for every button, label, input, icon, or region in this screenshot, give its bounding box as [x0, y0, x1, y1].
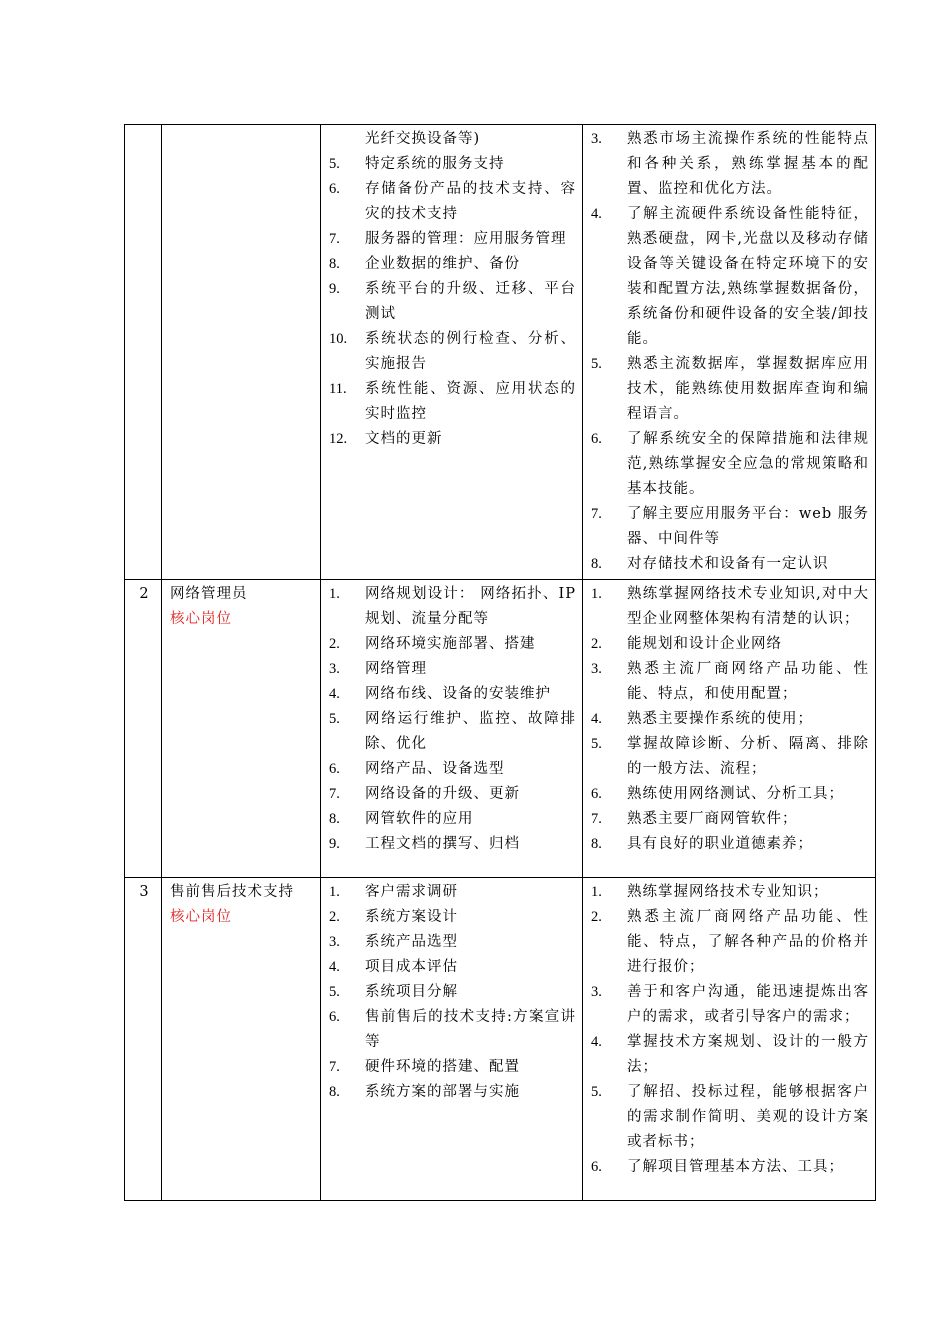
- list-item: [591, 782, 869, 807]
- list-item: [329, 277, 576, 327]
- item-text: 系统平台的升级、迁移、平台测试: [365, 281, 576, 322]
- core-position-label: 核心岗位: [170, 909, 232, 925]
- item-number: 5.: [591, 736, 602, 752]
- item-number: 3.: [591, 661, 602, 677]
- item-number: 4.: [591, 1034, 602, 1050]
- item-text: 熟悉主流厂商网络产品功能、性能、特点，了解各种产品的价格并进行报价；: [627, 909, 869, 975]
- position-cell: [162, 125, 321, 580]
- item-text: 熟悉市场主流操作系统的性能特点和各种关系，熟练掌握基本的配置、监控和优化方法。: [627, 131, 869, 197]
- item-text: 网络管理: [365, 661, 427, 677]
- item-text: 善于和客户沟通，能迅速提炼出客户的需求，或者引导客户的需求；: [627, 984, 869, 1025]
- row-number-cell: [125, 580, 162, 878]
- list-item: [329, 1055, 576, 1080]
- table-row: [125, 125, 876, 580]
- list-item: [329, 657, 576, 682]
- list-item: [329, 377, 576, 427]
- job-requirements-table: [124, 124, 876, 1201]
- item-text: 工程文档的撰写、归档: [365, 836, 520, 852]
- item-number: 3.: [329, 661, 340, 677]
- list-item: [591, 1080, 869, 1155]
- item-text: 系统方案设计: [365, 909, 458, 925]
- item-text: 熟悉主要厂商网管软件；: [627, 811, 798, 827]
- list-item: [591, 905, 869, 980]
- list-item: [591, 352, 869, 427]
- item-text: 熟悉主流厂商网络产品功能、性能、特点，和使用配置；: [627, 661, 869, 702]
- list-item: [329, 707, 576, 757]
- item-text: 掌握故障诊断、分析、隔离、排除的一般方法、流程；: [627, 736, 869, 777]
- item-text: 熟练使用网络测试、分析工具；: [627, 786, 844, 802]
- item-number: 1.: [329, 586, 340, 602]
- item-number: 3.: [591, 984, 602, 1000]
- list-item: [591, 1155, 869, 1180]
- item-number: 8.: [329, 1084, 340, 1100]
- item-number: 7.: [329, 786, 340, 802]
- position-title: 网络管理员: [170, 586, 248, 602]
- item-text: 特定系统的服务支持: [365, 156, 505, 172]
- item-text: 网管软件的应用: [365, 811, 474, 827]
- list-item: [591, 552, 869, 577]
- item-number: 8.: [329, 811, 340, 827]
- item-text: 熟悉主流数据库，掌握数据库应用技术，能熟练使用数据库查询和编程语言。: [627, 356, 869, 422]
- item-number: 1.: [329, 884, 340, 900]
- list-item: [329, 327, 576, 377]
- item-number: 2.: [591, 636, 602, 652]
- item-text: 能规划和设计企业网络: [627, 636, 782, 652]
- item-text: 网络运行维护、监控、故障排除、优化: [365, 711, 576, 752]
- list-item: [329, 1080, 576, 1105]
- item-text: 项目成本评估: [365, 959, 458, 975]
- table-row: [125, 878, 876, 1201]
- item-number: 8.: [591, 836, 602, 852]
- item-text: 系统状态的例行检查、分析、实施报告: [365, 331, 576, 372]
- item-text: 网络布线、设备的安装维护: [365, 686, 551, 702]
- list-item: [329, 632, 576, 657]
- list-item: [329, 905, 576, 930]
- item-text: 系统方案的部署与实施: [365, 1084, 520, 1100]
- item-text: 熟悉主要操作系统的使用；: [627, 711, 813, 727]
- item-text: 熟练掌握网络技术专业知识,对中大型企业网整体架构有清楚的认识；: [627, 586, 869, 627]
- item-text: 网络环境实施部署、搭建: [365, 636, 536, 652]
- duty-continuation: 光纤交换设备等): [365, 131, 481, 147]
- item-number: 2.: [329, 636, 340, 652]
- list-item: [329, 955, 576, 980]
- skills-cell: [583, 878, 876, 1201]
- item-text: 企业数据的维护、备份: [365, 256, 520, 272]
- duties-cell: [321, 878, 583, 1201]
- item-number: 5.: [591, 356, 602, 372]
- skills-list: [591, 880, 869, 1180]
- item-text: 掌握技术方案规划、设计的一般方法；: [627, 1034, 869, 1075]
- list-item: [329, 427, 576, 452]
- item-number: 3.: [591, 131, 602, 147]
- list-item: [329, 832, 576, 857]
- list-item: [329, 177, 576, 227]
- item-number: 6.: [591, 786, 602, 802]
- item-number: 6.: [591, 1159, 602, 1175]
- item-text: 系统性能、资源、应用状态的实时监控: [365, 381, 576, 422]
- duties-list: [329, 152, 576, 452]
- item-text: 售前售后的技术支持:方案宣讲等: [365, 1009, 576, 1050]
- item-number: 4.: [329, 959, 340, 975]
- list-item: [329, 227, 576, 252]
- item-text: 服务器的管理：应用服务管理: [365, 231, 567, 247]
- item-number: 8.: [591, 556, 602, 572]
- list-item: [591, 202, 869, 352]
- item-number: 5.: [329, 711, 340, 727]
- list-item: [591, 807, 869, 832]
- item-number: 9.: [329, 836, 340, 852]
- skills-cell: [583, 580, 876, 878]
- item-text: 系统项目分解: [365, 984, 458, 1000]
- item-text: 客户需求调研: [365, 884, 458, 900]
- item-number: 9.: [329, 281, 340, 297]
- list-item: [329, 252, 576, 277]
- list-item: [329, 682, 576, 707]
- item-number: 3.: [329, 934, 340, 950]
- position-cell: [162, 580, 321, 878]
- item-number: 1.: [591, 586, 602, 602]
- item-number: 6.: [329, 1009, 340, 1025]
- item-text: 了解主流硬件系统设备性能特征，熟悉硬盘，网卡,光盘以及移动存储设备等关键设备在特定环境下的安装和配置方法,熟练掌握数据备份，系统备份和硬件设备的安全装/卸技能。: [627, 206, 869, 347]
- item-number: 4.: [591, 711, 602, 727]
- duties-list: [329, 880, 576, 1105]
- list-item: [329, 880, 576, 905]
- item-number: 2.: [591, 909, 602, 925]
- list-item: [591, 582, 869, 632]
- item-number: 5.: [329, 984, 340, 1000]
- item-text: 网络设备的升级、更新: [365, 786, 520, 802]
- duties-cell: [321, 125, 583, 580]
- list-item: [591, 427, 869, 502]
- item-number: 5.: [329, 156, 340, 172]
- item-number: 2.: [329, 909, 340, 925]
- list-item: [591, 880, 869, 905]
- item-text: 具有良好的职业道德素养；: [627, 836, 813, 852]
- list-item: [329, 152, 576, 177]
- item-number: 6.: [329, 761, 340, 777]
- item-number: 6.: [329, 181, 340, 197]
- row-number: 3: [139, 884, 149, 900]
- skills-list: [591, 582, 869, 857]
- list-item: [591, 707, 869, 732]
- skills-cell: [583, 125, 876, 580]
- item-number: 4.: [591, 206, 602, 222]
- row-number: 2: [139, 586, 149, 602]
- item-number: 10.: [329, 331, 348, 347]
- item-number: 7.: [591, 811, 602, 827]
- row-number-cell: [125, 125, 162, 580]
- row-number-cell: [125, 878, 162, 1201]
- item-text: 网络规划设计： 网络拓扑、IP 规划、流量分配等: [365, 586, 576, 627]
- item-number: 4.: [329, 686, 340, 702]
- item-number: 12.: [329, 431, 348, 447]
- item-text: 了解主要应用服务平台：web 服务器、中间件等: [627, 506, 869, 547]
- item-number: 7.: [591, 506, 602, 522]
- list-item: [591, 832, 869, 857]
- list-item: [591, 980, 869, 1030]
- item-number: 6.: [591, 431, 602, 447]
- item-text: 存储备份产品的技术支持、容灾的技术支持: [365, 181, 576, 222]
- list-item: [591, 732, 869, 782]
- item-text: 了解招、投标过程，能够根据客户的需求制作简明、美观的设计方案或者标书；: [627, 1084, 869, 1150]
- item-text: 熟练掌握网络技术专业知识；: [627, 884, 829, 900]
- item-number: 8.: [329, 256, 340, 272]
- item-text: 了解系统安全的保障措施和法律规范,熟练掌握安全应急的常规策略和基本技能。: [627, 431, 869, 497]
- list-item: [329, 980, 576, 1005]
- position-cell: [162, 878, 321, 1201]
- list-item: [329, 757, 576, 782]
- item-text: 了解项目管理基本方法、工具；: [627, 1159, 844, 1175]
- duties-cell: [321, 580, 583, 878]
- item-number: 1.: [591, 884, 602, 900]
- item-text: 硬件环境的搭建、配置: [365, 1059, 520, 1075]
- position-title: 售前售后技术支持: [170, 884, 294, 900]
- list-item: [329, 1005, 576, 1055]
- item-number: 11.: [329, 381, 347, 397]
- duties-list: [329, 582, 576, 857]
- item-text: 网络产品、设备选型: [365, 761, 505, 777]
- item-number: 7.: [329, 1059, 340, 1075]
- list-item: [591, 1030, 869, 1080]
- item-text: 系统产品选型: [365, 934, 458, 950]
- list-item: [591, 657, 869, 707]
- item-text: 对存储技术和设备有一定认识: [627, 556, 829, 572]
- item-number: 7.: [329, 231, 340, 247]
- skills-list: [591, 127, 869, 577]
- list-item: [591, 632, 869, 657]
- list-item: [591, 127, 869, 202]
- item-number: 5.: [591, 1084, 602, 1100]
- list-item: [329, 582, 576, 632]
- list-item: [591, 502, 869, 552]
- table-row: [125, 580, 876, 878]
- list-item: [329, 782, 576, 807]
- list-item: [329, 807, 576, 832]
- item-text: 文档的更新: [365, 431, 443, 447]
- list-item: [329, 930, 576, 955]
- core-position-label: 核心岗位: [170, 611, 232, 627]
